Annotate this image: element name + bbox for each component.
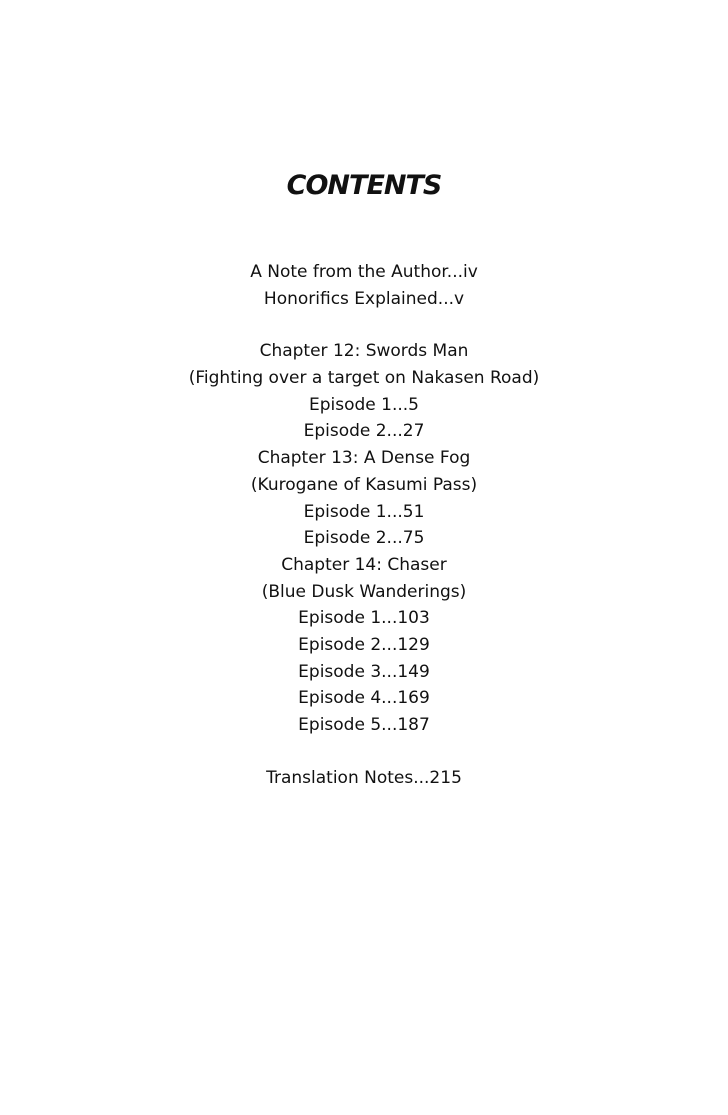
- chapter-14-episode-5: Episode 5...187: [298, 715, 430, 735]
- chapter-13-episode-1: Episode 1...51: [303, 501, 425, 522]
- chapter-14-episode-1: Episode 1...103: [298, 608, 430, 629]
- spacer: [0, 739, 728, 765]
- chapter-14-episode-4: Episode 4...169: [298, 688, 430, 709]
- chapter-14-subtitle: (Blue Dusk Wanderings): [261, 581, 467, 602]
- toc-entry-translation-notes: Translation Notes...215: [266, 767, 462, 788]
- page-title: CONTENTS: [286, 170, 442, 201]
- chapter-13-episode-2: Episode 2...75: [303, 528, 425, 549]
- chapter-12-subtitle: (Fighting over a target on Nakasen Road): [188, 368, 540, 389]
- chapter-12-episode-1: Episode 1...5: [308, 394, 419, 415]
- chapter-14-heading: Chapter 14: Chaser: [281, 554, 447, 575]
- chapter-14-episode-2: Episode 2...129: [298, 634, 430, 655]
- chapter-13-subtitle: (Kurogane of Kasumi Pass): [250, 474, 478, 495]
- toc-entry-honorifics: Honorifics Explained...v: [263, 288, 465, 309]
- toc-entry-author-note: A Note from the Author...iv: [250, 262, 478, 282]
- table-of-contents: [0, 259, 728, 791]
- chapter-14-episode-3: Episode 3...149: [298, 661, 430, 682]
- chapter-13-heading: Chapter 13: A Dense Fog: [257, 448, 471, 469]
- chapter-12-heading: Chapter 12: Swords Man: [259, 341, 469, 362]
- spacer: [0, 312, 728, 338]
- chapter-12-episode-2: Episode 2...27: [303, 421, 425, 442]
